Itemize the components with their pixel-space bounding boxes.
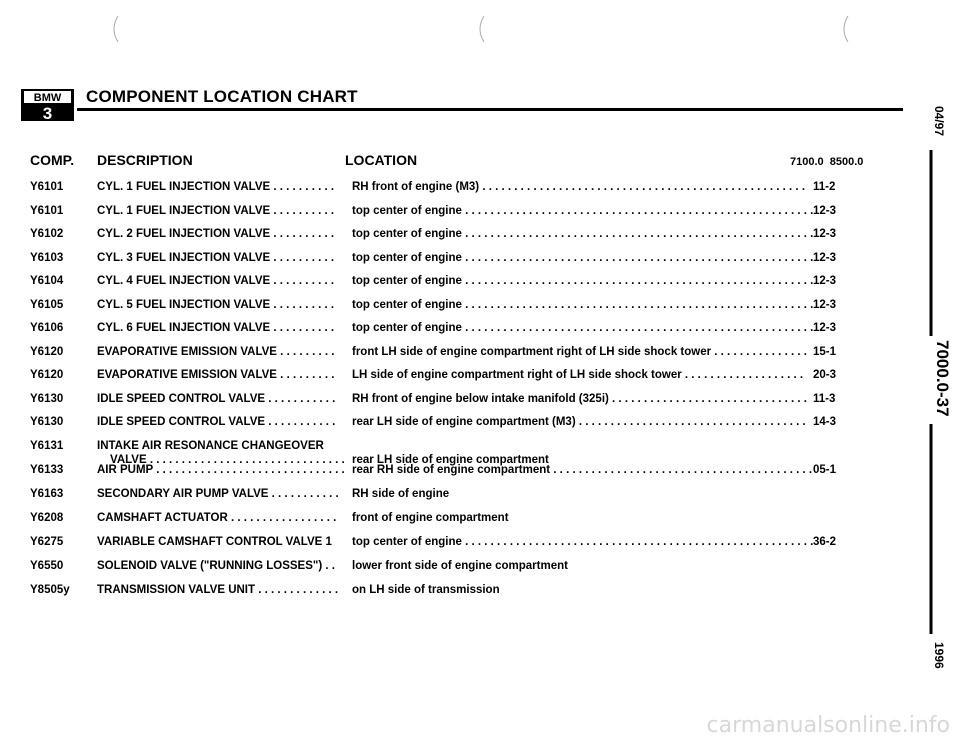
location: LH side of engine compartment right of LH side shock tower . . . . . . . . . . . . . . . . . . . (352, 369, 804, 381)
location: top center of engine . . . . . . . . . . . . . . . . . . . . . . . . . . . . . . . . . . . . . . . . . . . . . . . . . . . . . . . (352, 536, 814, 548)
comp-code: Y6120 (30, 346, 64, 358)
comp-code: Y6133 (30, 464, 64, 476)
location: RH front of engine below intake manifold (325i) . . . . . . . . . . . . . . . . . . . . . . . . . . . . . . . (352, 393, 807, 405)
location: top center of engine . . . . . . . . . . . . . . . . . . . . . . . . . . . . . . . . . . . . . . . . . . . . . . . . . . . . . . . (352, 275, 814, 287)
description: INTAKE AIR RESONANCE CHANGEOVER (97, 440, 324, 452)
logo-text: BMW (33, 92, 62, 104)
description: CYL. 2 FUEL INJECTION VALVE . . . . . . . . . . (97, 228, 335, 240)
location: front LH side of engine compartment right of LH side shock tower . . . . . . . . . . . . . . . (352, 346, 807, 358)
location: front of engine compartment (352, 512, 509, 524)
comp-code: Y6208 (30, 512, 64, 524)
ref-code: 12-3 (813, 228, 837, 240)
location: top center of engine . . . . . . . . . . . . . . . . . . . . . . . . . . . . . . . . . . . . . . . . . . . . . . . . . . . . . . . (352, 228, 814, 240)
ref-code: 11-2 (813, 181, 836, 193)
side-margin-strip (918, 0, 952, 744)
description: TRANSMISSION VALVE UNIT . . . . . . . . . . . . . (97, 584, 339, 596)
punch-mark-right (836, 14, 852, 44)
comp-code: Y6120 (30, 369, 64, 381)
location: top center of engine . . . . . . . . . . . . . . . . . . . . . . . . . . . . . . . . . . . . . . . . . . . . . . . . . . . . . . . (352, 252, 814, 264)
description: CYL. 6 FUEL INJECTION VALVE . . . . . . . . . . (97, 322, 335, 334)
ref-code: 11-3 (813, 393, 836, 405)
description: EVAPORATIVE EMISSION VALVE . . . . . . . . . (97, 369, 335, 381)
col-header-location: LOCATION (345, 152, 418, 168)
comp-code: Y6104 (30, 275, 64, 287)
location: RH front of engine (M3) . . . . . . . . . . . . . . . . . . . . . . . . . . . . . . . . . . . . . . . . . . . . . . . . . . . (352, 181, 806, 193)
location: rear LH side of engine compartment (M3) . . . . . . . . . . . . . . . . . . . . . . . . . . . . . . . . . . . . (352, 416, 806, 428)
col-header-ref: 7100.0 8500.0 (790, 156, 864, 168)
comp-code: Y6163 (30, 488, 64, 500)
page-title: COMPONENT LOCATION CHART (86, 87, 358, 106)
ref-code: 36-2 (813, 536, 837, 548)
col-header-comp: COMP. (30, 152, 75, 168)
description: CYL. 1 FUEL INJECTION VALVE . . . . . . . . . . (97, 205, 335, 217)
description: CAMSHAFT ACTUATOR . . . . . . . . . . . . . . . . . (97, 512, 337, 524)
logo-series: 3 (42, 104, 53, 123)
bmw-series-logo (20, 88, 75, 122)
comp-code: Y6101 (30, 181, 64, 193)
side-page-number: 7000.0-37 (933, 340, 952, 417)
comp-code: Y6106 (30, 322, 64, 334)
punch-mark-center (472, 14, 488, 44)
description: CYL. 1 FUEL INJECTION VALVE . . . . . . . . . . (97, 181, 335, 193)
location: top center of engine . . . . . . . . . . . . . . . . . . . . . . . . . . . . . . . . . . . . . . . . . . . . . . . . . . . . . . . (352, 205, 814, 217)
description-continued: VALVE . . . . . . . . . . . . . . . . . . . . . . . . . . . . . . . (110, 454, 345, 466)
ref-code: 12-3 (813, 322, 837, 334)
location: rear RH side of engine compartment . . . . . . . . . . . . . . . . . . . . . . . . . . . . . . . . . . . . . . . . . (352, 464, 813, 476)
description: IDLE SPEED CONTROL VALVE . . . . . . . . . . . (97, 416, 336, 428)
comp-code: Y6130 (30, 416, 64, 428)
watermark: carmanualsonline.info (706, 713, 950, 738)
ref-code: 14-3 (813, 416, 837, 428)
comp-code: Y6101 (30, 205, 64, 217)
comp-code: Y6550 (30, 560, 64, 572)
description: IDLE SPEED CONTROL VALVE . . . . . . . . . . . (97, 393, 336, 405)
punch-mark-left (106, 14, 122, 44)
comp-code: Y6275 (30, 536, 64, 548)
location: on LH side of transmission (352, 584, 500, 596)
comp-code: Y6130 (30, 393, 64, 405)
location: lower front side of engine compartment (352, 560, 568, 572)
ref-code: 15-1 (813, 346, 837, 358)
description: CYL. 3 FUEL INJECTION VALVE . . . . . . . . . . (97, 252, 335, 264)
ref-code: 12-3 (813, 275, 837, 287)
description: VARIABLE CAMSHAFT CONTROL VALVE 1 (97, 536, 332, 548)
description: CYL. 5 FUEL INJECTION VALVE . . . . . . . . . . (97, 299, 335, 311)
description: SECONDARY AIR PUMP VALVE . . . . . . . . . . . (97, 488, 339, 500)
ref-code: 12-3 (813, 252, 837, 264)
ref-code: 05-1 (813, 464, 837, 476)
title-rule (77, 108, 903, 111)
location: rear LH side of engine compartment (352, 454, 549, 466)
ref-code: 12-3 (813, 205, 837, 217)
description: CYL. 4 FUEL INJECTION VALVE . . . . . . . . . . (97, 275, 335, 287)
description: SOLENOID VALVE ("RUNNING LOSSES") . . (97, 560, 335, 572)
description: EVAPORATIVE EMISSION VALVE . . . . . . . . . (97, 346, 335, 358)
comp-code: Y6102 (30, 228, 64, 240)
ref-code: 20-3 (813, 369, 837, 381)
comp-code: Y6103 (30, 252, 64, 264)
comp-code: Y8505y (30, 584, 70, 596)
ref-code: 12-3 (813, 299, 837, 311)
comp-code: Y6105 (30, 299, 64, 311)
description: AIR PUMP . . . . . . . . . . . . . . . . . . . . . . . . . . . . . . (97, 464, 345, 476)
location: top center of engine . . . . . . . . . . . . . . . . . . . . . . . . . . . . . . . . . . . . . . . . . . . . . . . . . . . . . . . (352, 299, 814, 311)
location: RH side of engine (352, 488, 450, 500)
side-date: 04/97 (932, 106, 946, 137)
side-year: 1996 (932, 642, 946, 669)
comp-code: Y6131 (30, 440, 64, 452)
col-header-description: DESCRIPTION (97, 152, 193, 168)
location: top center of engine . . . . . . . . . . . . . . . . . . . . . . . . . . . . . . . . . . . . . . . . . . . . . . . . . . . . . . . (352, 322, 814, 334)
